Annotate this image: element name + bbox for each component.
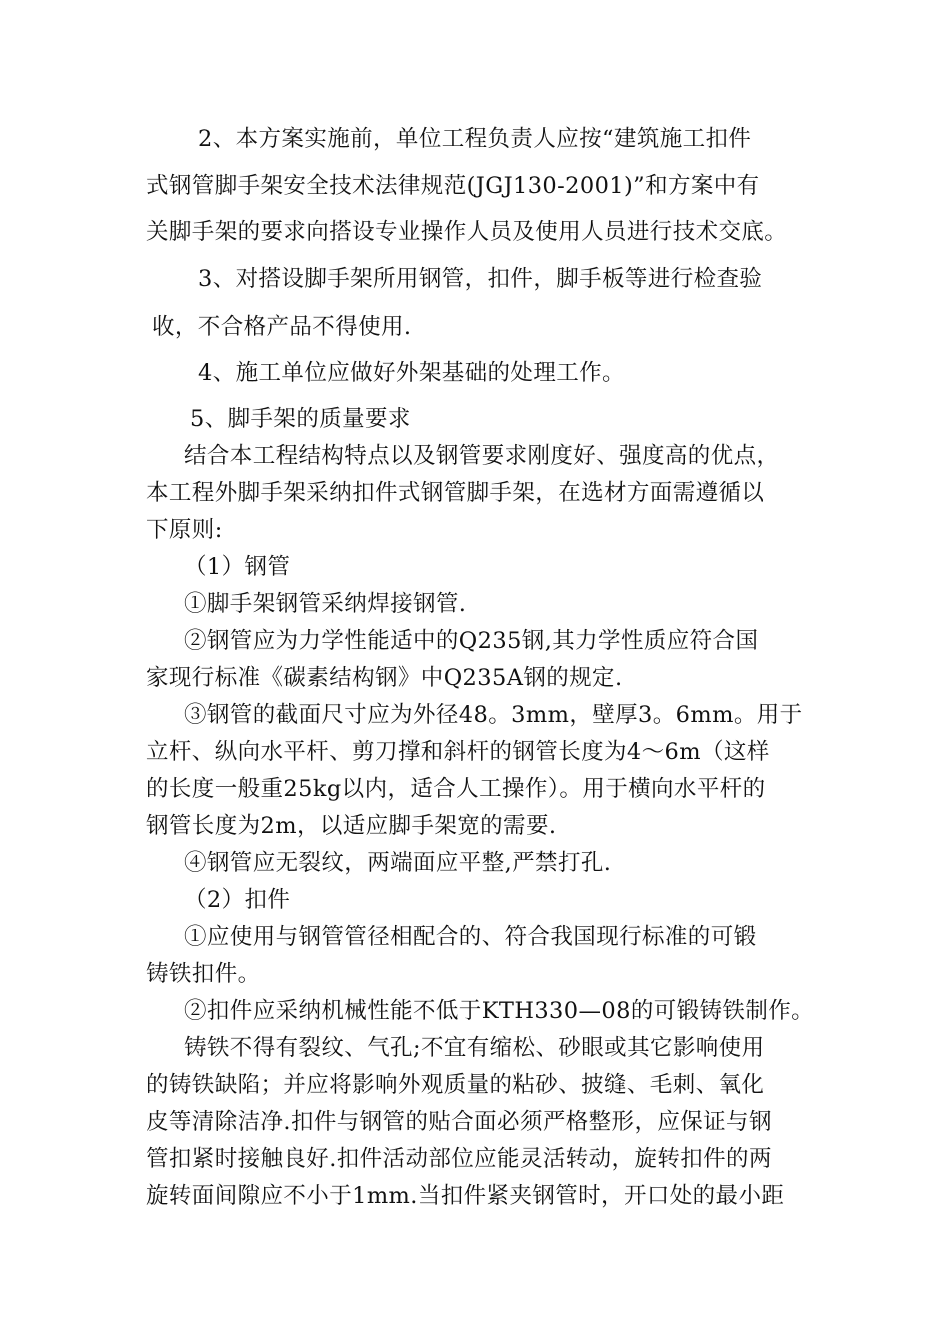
paragraph-line: 皮等清除洁净.扣件与钢管的贴合面必须严格整形，应保证与钢 xyxy=(146,1109,772,1135)
paragraph-line: 3、对搭设脚手架所用钢管，扣件，脚手板等进行检查验 xyxy=(198,266,763,292)
paragraph-line: 钢管长度为2m，以适应脚手架宽的需要. xyxy=(146,813,557,839)
paragraph-line: ①脚手架钢管采纳焊接钢管. xyxy=(184,591,467,617)
paragraph-line: 式钢管脚手架安全技术法律规范(JGJ130-2001)”和方案中有 xyxy=(146,173,760,199)
paragraph-line: 本工程外脚手架采纳扣件式钢管脚手架，在选材方面需遵循以 xyxy=(146,480,765,506)
paragraph-line: ④钢管应无裂纹，两端面应平整,严禁打孔. xyxy=(184,850,612,876)
paragraph-line: ②钢管应为力学性能适中的Q235钢,其力学性质应符合国 xyxy=(184,628,759,654)
paragraph-line: ①应使用与钢管管径相配合的、符合我国现行标准的可锻 xyxy=(184,924,757,950)
paragraph-line: 家现行标准《碳素结构钢》中Q235A钢的规定. xyxy=(146,665,623,691)
section-heading: 5、脚手架的质量要求 xyxy=(190,406,411,432)
paragraph-line: 收，不合格产品不得使用. xyxy=(152,314,412,340)
subsection-heading: （2）扣件 xyxy=(184,887,291,913)
paragraph-line: 管扣紧时接触良好.扣件活动部位应能灵活转动，旋转扣件的两 xyxy=(146,1146,772,1172)
paragraph-line: 结合本工程结构特点以及钢管要求刚度好、强度高的优点， xyxy=(184,443,780,469)
paragraph-line: 的长度一般重25kg以内，适合人工操作）。用于横向水平杆的 xyxy=(146,776,766,802)
paragraph-line: 的铸铁缺陷；并应将影响外观质量的粘砂、披缝、毛刺、氧化 xyxy=(146,1072,765,1098)
paragraph-line: 2、本方案实施前，单位工程负责人应按“建筑施工扣件 xyxy=(198,126,752,152)
paragraph-line: 下原则: xyxy=(146,517,223,543)
paragraph-line: ②扣件应采纳机械性能不低于KTH330—08的可锻铸铁制作。 xyxy=(184,998,815,1024)
paragraph-line: 旋转面间隙应不小于1mm.当扣件紧夹钢管时，开口处的最小距 xyxy=(146,1183,785,1209)
paragraph-line: ③钢管的截面尺寸应为外径48。3mm，壁厚3。6mm。用于 xyxy=(184,702,803,728)
paragraph-line: 4、施工单位应做好外架基础的处理工作。 xyxy=(198,360,625,386)
paragraph-line: 铸铁扣件。 xyxy=(146,961,261,987)
paragraph-line: 关脚手架的要求向搭设专业操作人员及使用人员进行技术交底。 xyxy=(146,219,788,245)
paragraph-line: 立杆、纵向水平杆、剪刀撑和斜杆的钢管长度为4～6m（这样 xyxy=(146,739,770,765)
paragraph-line: 铸铁不得有裂纹、气孔;不宜有缩松、砂眼或其它影响使用 xyxy=(184,1035,765,1061)
subsection-heading: （1）钢管 xyxy=(184,554,291,580)
